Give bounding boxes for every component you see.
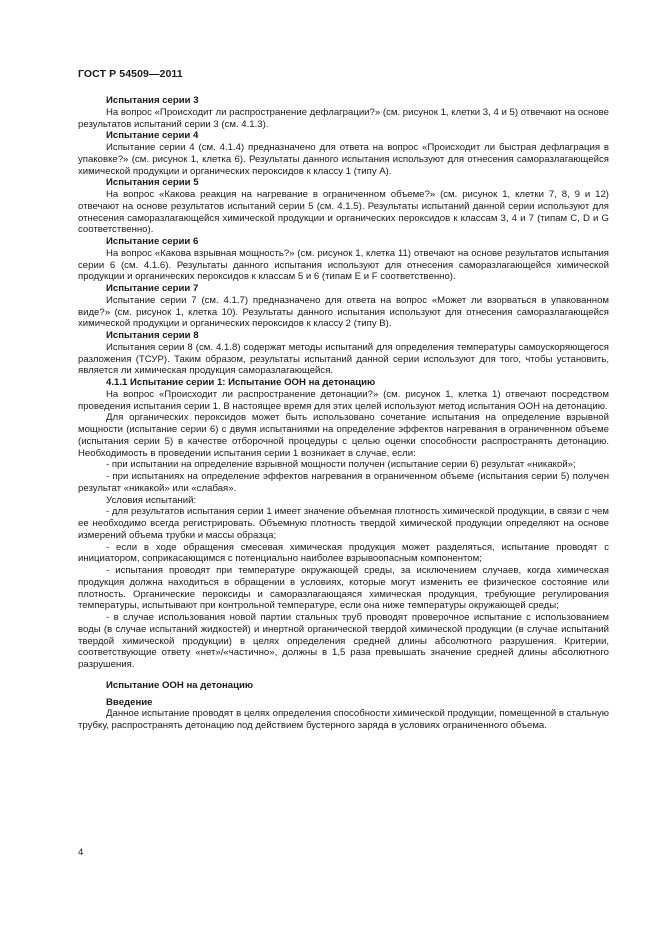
page-number: 4: [78, 847, 84, 858]
section-heading: Испытание серии 6: [106, 236, 199, 247]
section-heading: Испытания серии 5: [106, 177, 199, 189]
paragraph: Испытание серии 4 (см. 4.1.4) предназначено для ответа на вопрос «Происходит ли быстрая дефлаграция в упаковке?» (см. рисунок 1, клетка 6). Результаты данного испытания используют для отнесения саморазлагающейся химической продукции и органических пероксидов к классу 1 (типу А).: [78, 142, 609, 177]
section-heading: Введение: [106, 696, 153, 708]
list-item: - при испытании на определение взрывной мощности получен (испытание серии 6) результат «никакой»;: [106, 459, 576, 471]
list-item: - при испытаниях на определение эффектов нагревания в ограниченном объеме (испытания серии 5) получен результат «никакой» или «слабая».: [78, 471, 609, 494]
section-heading: Испытания серии 3: [106, 95, 199, 106]
conditions-label: Условия испытаний:: [106, 494, 197, 506]
section-heading: Испытание серии 4: [106, 130, 199, 142]
list-item: - для результатов испытания серии 1 имеет значение объемная плотность химической продукции, в связи с чем ее необходимо всегда регистрировать. Объемную плотность твердой химической продукции определяют на основе измерений объема трубки и массы образца;: [78, 506, 609, 541]
list-item: - испытания проводят при температуре окружающей среды, за исключением случаев, когда химическая продукция должна находиться в обращении в условиях, которые могут изменить ее физическое состояние или плотность. Органические пероксиды и саморазлагающаяся химическая продукция, требующие регулирования температуры, испытывают при контрольной температуре, если она ниже температуры окружающей среды;: [78, 565, 609, 612]
paragraph: На вопрос «Происходит ли распространение дефлаграции?» (см. рисунок 1, клетки 3, 4 и 5) отвечают на основе результатов испытаний серии 3 (см. 4.1.3).: [78, 106, 609, 130]
section-heading: Испытания серии 8: [106, 330, 199, 341]
section-heading: Испытание серии 7: [106, 283, 199, 294]
paragraph: Испытания серии 8 (см. 4.1.8) содержат методы испытаний для определения температуры самоускоряющегося разложения (ТСУР). Таким образом, результаты испытаний данной серии используют для того, чтобы установить, является ли химическая продукция саморазлагающейся.: [78, 341, 609, 377]
paragraph: На вопрос «Какова реакция на нагревание в ограниченном объеме?» (см. рисунок 1, клетки 7, 8, 9 и 12) отвечают на основе результатов испытаний серии 5 (см. 4.1.5). Результаты испытаний данной серии используют для отнесения саморазлагающейся химической продукции и органических пероксидов к классам 3, 4 и 7 (типам С, D и G соответственно).: [78, 189, 609, 236]
paragraph: Данное испытание проводят в целях определения способности химической продукции, помещенной в стальную трубку, распространять детонацию под действием бустерного заряда в условиях ограниченного объема.: [78, 708, 609, 731]
paragraph: На вопрос «Происходит ли распространение детонации?» (см. рисунок 1, клетка 1) отвечают посредством проведения испытания серии 1. В настоящее время для этих целей используют метод испытания ООН на детонацию.: [78, 388, 609, 412]
document-id-header: ГОСТ Р 54509—2011: [78, 68, 183, 80]
section-heading: Испытание ООН на детонацию: [106, 679, 254, 691]
list-item: - если в ходе обращения смесевая химическая продукция может разделяться, испытание проводят с инициатором, соприкасающимся с потенциально наиболее взрывоопасным компонентом;: [78, 541, 609, 565]
subsection-heading: 4.1.1 Испытание серии 1: Испытание ООН на детонацию: [106, 377, 376, 388]
paragraph: На вопрос «Какова взрывная мощность?» (см. рисунок 1, клетка 11) отвечают на основе результатов испытания серии 6 (см. 4.1.6). Результаты данного испытания используют для отнесения саморазлагающейся химической продукции и органических пероксидов к классам 5 и 6 (типам Е и F соответственно).: [78, 247, 609, 283]
list-item: - в случае использования новой партии стальных труб проводят проверочное испытание с использованием воды (в случае испытаний жидкостей) и инертной органической твердой химической продукции (в случае испытаний твердой химической продукции) в целях определения средней длины абсолютного разрушения. Критерии, соответствующие ответу «нет»/«частично», должны в 1,5 раза превышать значение средней длины абсолютного разрушения.: [78, 612, 609, 670]
paragraph: Испытание серии 7 (см. 4.1.7) предназначено для ответа на вопрос «Может ли взорваться в упакованном виде?» (см. рисунок 1, клетка 10). Результаты данного испытания используют для отнесения саморазлагающейся химической продукции и органических пероксидов к классу 2 (типу В).: [78, 294, 609, 330]
paragraph: Для органических пероксидов может быть использовано сочетание испытания на определение взрывной мощности (испытание серии 6) с двумя испытаниями на определение эффектов нагревания в ограниченном объеме (испытания серии 5) в качестве отборочной процедуры с целью оценки способности распространять детонацию. Необходимость в проведении испытания серии 1 возникает в случае, если:: [78, 412, 609, 459]
document-body: [78, 95, 609, 732]
